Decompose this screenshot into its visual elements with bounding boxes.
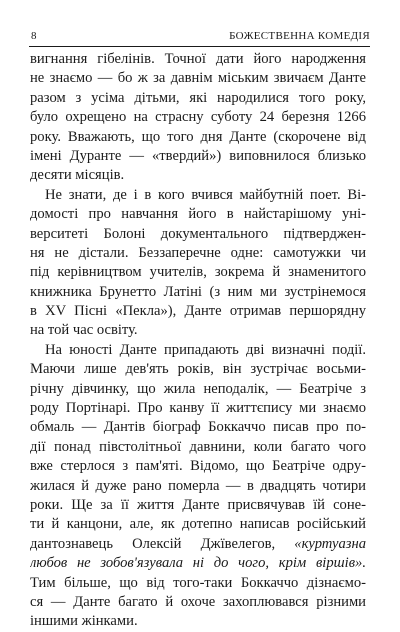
text-line: Тим більше, що від того-таки Боккаччо дізнаємо- <box>30 574 366 591</box>
text-line: дії понад півстолітньої давнини, коли багато чого <box>30 438 366 455</box>
text-line-start: дантознавець Олексій Джївелегов, <box>30 535 295 552</box>
text-line: роки. Ще за її життя Данте присвячував їй соне- <box>30 496 366 513</box>
text-line <box>30 554 366 573</box>
text-line: роду Портінарі. Про канву її життєпису ми знаємо <box>30 400 366 417</box>
text-line: під керівництвом учителів, зокрема й знаменитого <box>30 264 366 281</box>
text-line: обмаль — Дантів біограф Боккаччо писав про по- <box>30 419 366 436</box>
text-line: Маючи лише дев'ять років, він зустрічає восьми- <box>30 361 366 378</box>
running-head <box>29 29 370 43</box>
text-line: На юності Данте припадають дві визначні події. <box>45 341 366 358</box>
text-line: десяти місяців. <box>30 167 125 184</box>
book-title: БОЖЕСТВЕННА КОМЕДІЯ <box>229 30 370 42</box>
italic-quote-end: любов не зобов'язувала ні до чого, крім віршів». <box>30 555 366 572</box>
body-text <box>30 50 366 632</box>
italic-quote-start: «куртуазна <box>294 535 366 552</box>
page-number: 8 <box>31 30 37 42</box>
text-line: року. Вважають, що того дня Данте (скорочене від <box>30 128 366 145</box>
text-line: було охрещено на страсну суботу 24 березня 1266 <box>30 109 366 126</box>
header-rule <box>29 46 370 47</box>
text-line: річну дівчинку, що жила неподалік, — Беатріче з <box>30 380 366 397</box>
text-line: ся — Данте багато й охоче захоплювався різними <box>30 593 366 610</box>
text-line: верситеті Болоні документального підтверджен- <box>30 225 366 242</box>
text-line: разом з усіма дітьми, які народилися того року, <box>30 89 366 106</box>
text-line: імені Дуранте — «твердий») виповнилося близько <box>30 147 366 164</box>
text-line: іншими жінками. <box>30 613 138 630</box>
text-line <box>30 535 366 554</box>
text-line: жилася й дуже рано померла — в двадцять чотири <box>30 477 366 494</box>
text-line: на той час освіту. <box>30 322 138 339</box>
text-line: в XV Пісні «Пекла»), Данте отримав першорядну <box>30 303 366 320</box>
text-line: домості про навчання його в найстарішому уні- <box>30 206 366 223</box>
text-line: книжника Брунетто Латіні (з ним ми зустрінемося <box>30 283 366 300</box>
text-line: не знаємо — бо ж за давнім міським звичаєм Данте <box>30 70 366 87</box>
text-line: ти й канцони, але, як дотепно написав російський <box>30 516 366 533</box>
text-line: Не знати, де і в кого вчився майбутній поет. Ві- <box>45 186 366 203</box>
text-line: ня не дістали. Беззаперечне одне: самотужки чи <box>30 244 366 261</box>
text-line: вже стерлося з пам'яті. Відомо, що Беатріче одру- <box>30 458 366 475</box>
text-line: вигнання гібелінів. Точної дати його народження <box>30 51 366 67</box>
